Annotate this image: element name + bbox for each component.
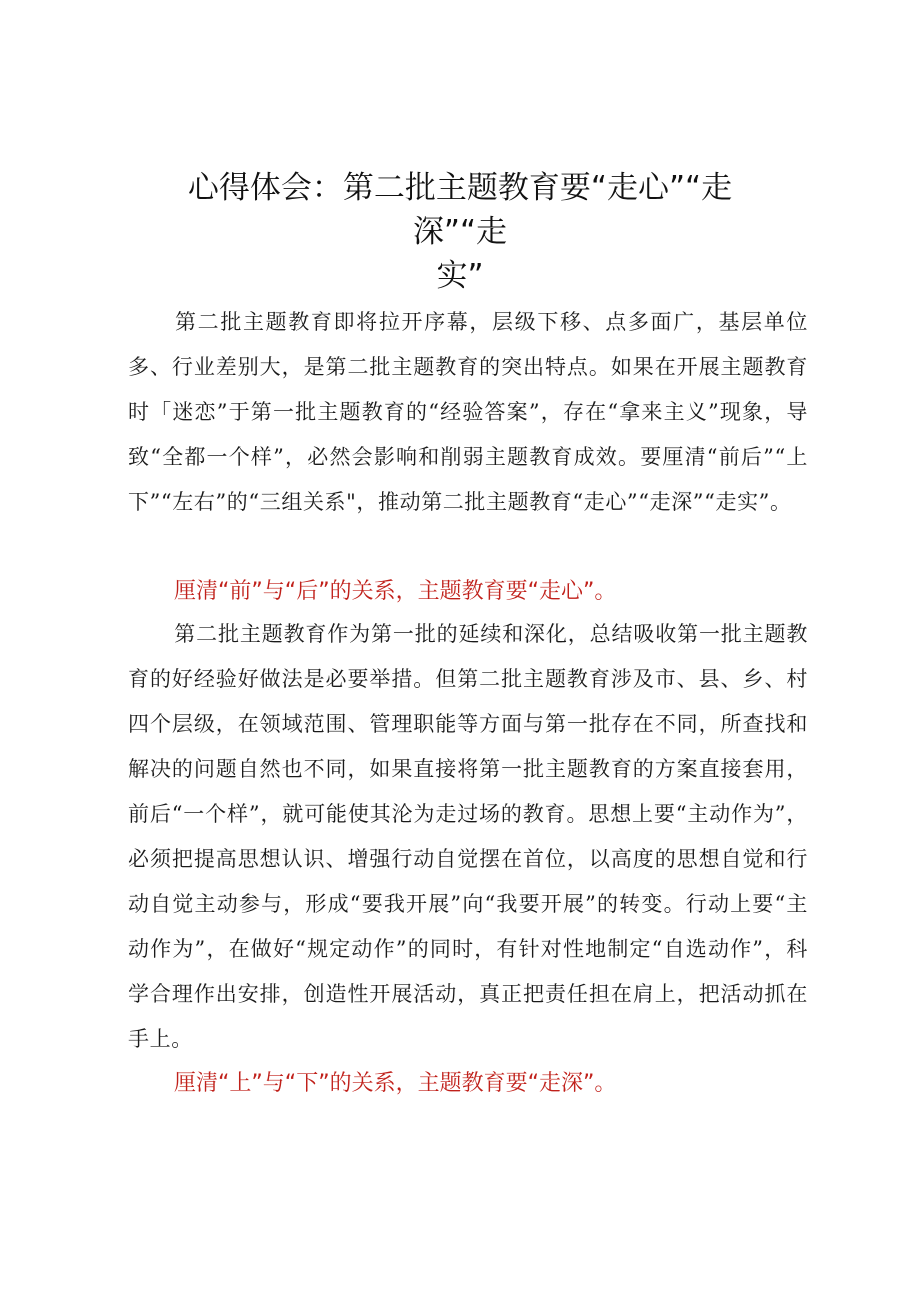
intro-paragraph [128, 300, 808, 525]
title-line-3: 实” [436, 258, 484, 294]
document-title [150, 166, 770, 298]
title-line-1: 心得体会：第二批主题教育要“走心”“走 [187, 170, 733, 206]
section-1-paragraph [128, 612, 808, 1062]
intro-text: 第二批主题教育即将拉开序幕，层级下移、点多面广，基层单位多、行业差别大，是第二批主题教育的突出特点。如果在开展主题教育时「迷恋”于第一批主题教育的“经验答案”，存在“拿来主义”现象，导致“全都一个样”，必然会影响和削弱主题教育成效。要厘清“前后”“上下”“左右”的“三组关系"，推动第二批主题教育“走心”“走深”“走实”。 [128, 310, 808, 514]
section-2-heading: 厘清“上”与“下”的关系，主题教育要“走深”。 [174, 1071, 617, 1096]
title-line-2: 深”“走 [412, 214, 508, 250]
section-1-text: 第二批主题教育作为第一批的延续和深化，总结吸收第一批主题教育的好经验好做法是必要举措。但第二批主题教育涉及市、县、乡、村四个层级，在领域范围、管理职能等方面与第一批存在不同，所查找和解决的问题自然也不同，如果直接将第一批主题教育的方案直接套用，前后“一个样”，就可能使其沦为走过场的教育。思想上要“主动作为”，必须把提高思想认识、增强行动自觉摆在首位，以高度的思想自觉和行动自觉主动参与，形成“要我开展”向“我要开展”的转变。行动上要“主动作为”，在做好“规定动作”的同时，有针对性地制定“自选动作”，科学合理作出安排，创造性开展活动，真正把责任担在肩上，把活动抓在手上。 [128, 622, 808, 1051]
section-1-heading: 厘清“前”与“后”的关系，主题教育要“走心”。 [174, 579, 617, 604]
